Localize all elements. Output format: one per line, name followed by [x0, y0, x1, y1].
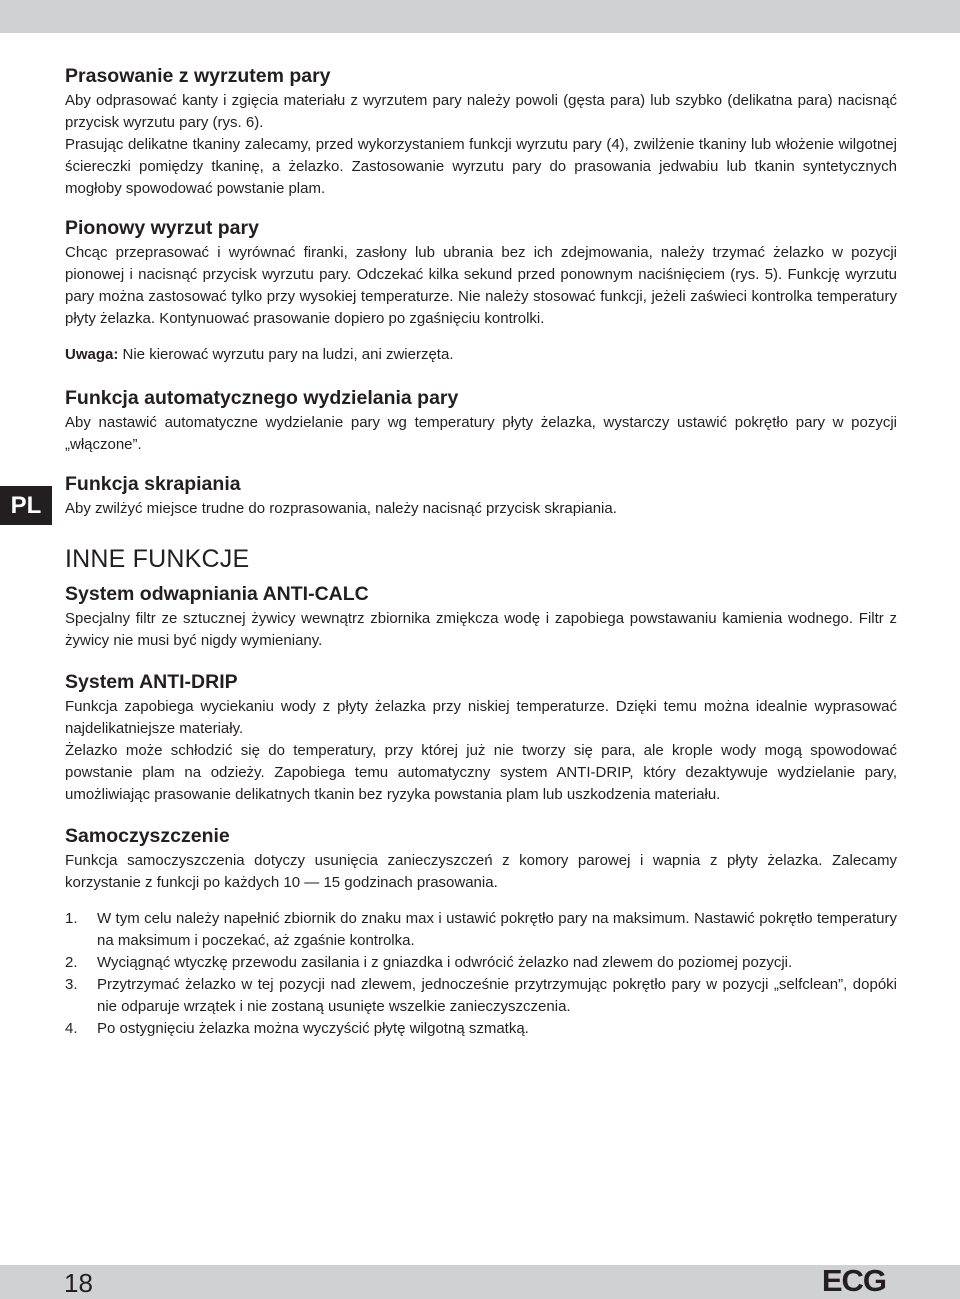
section-spray: [65, 472, 897, 520]
list-item-number: 3.: [65, 976, 78, 993]
list-item-number: 4.: [65, 1020, 78, 1037]
list-item-text: Przytrzymać żelazko w tej pozycji nad zlewem, jednocześnie przytrzymując pokrętło pary w pozycji „selfclean”, dopóki nie odparuje wrzątek i nie zostaną usunięte wszelkie zanieczyszczenia.: [97, 976, 897, 1015]
paragraph: Prasując delikatne tkaniny zalecamy, przed wykorzystaniem funkcji wyrzutu pary (4), zwilżenie tkaniny lub włożenie wilgotnej ściereczki pomiędzy tkaninę, a żelazko. Zastosowanie wyrzutu pary do prasowania jedwabiu lub tkanin syntetycznych mogłoby spowodować powstanie plam.: [65, 136, 897, 197]
list-item-text: Po ostygnięciu żelazka można wyczyścić płytę wilgotną szmatką.: [97, 1020, 529, 1037]
paragraph: Funkcja zapobiega wyciekaniu wody z płyty żelazka przy niskiej temperaturze. Dzięki temu można idealnie wyprasować najdelikatniejsze materiały.: [65, 698, 897, 737]
section-anti-calc: [65, 582, 897, 652]
paragraph: Aby zwilżyć miejsce trudne do rozprasowania, należy nacisnąć przycisk skrapiania.: [65, 500, 617, 517]
footer-bar: [0, 1265, 960, 1299]
language-tab: [0, 486, 52, 525]
section-title: Funkcja skrapiania: [65, 473, 241, 495]
steps-list: [65, 908, 897, 1040]
header-bar: [0, 0, 960, 33]
section-auto-steam: [65, 386, 897, 456]
paragraph: Aby odprasować kanty i zgięcia materiału z wyrzutem pary należy powoli (gęsta para) lub szybko (delikatna para) nacisnąć przycisk wyrzutu pary (rys. 6).: [65, 92, 897, 131]
warning-text: Nie kierować wyrzutu pary na ludzi, ani zwierzęta.: [122, 346, 454, 363]
list-item-text: Wyciągnąć wtyczkę przewodu zasilania i z gniazdka i odwrócić żelazko nad zlewem do poziomej pozycji.: [97, 954, 793, 971]
section-anti-drip: [65, 670, 897, 806]
paragraph: Żelazko może schłodzić się do temperatury, przy której już nie tworzy się para, ale krople wody mogą spowodować powstanie plam na odzieży. Zapobiega temu automatyczny system ANTI-DRIP, który dezaktywuje wydzielanie pary, umożliwiając prasowanie delikatnych tkanin bez ryzyka powstania plam lub uszkodzenia materiału.: [65, 742, 897, 803]
list-item: [65, 908, 897, 952]
list-item-text: W tym celu należy napełnić zbiornik do znaku max i ustawić pokrętło pary na maksimum. Nastawić pokrętło temperatury na maksimum i poczekać, aż zgaśnie kontrolka.: [97, 910, 897, 949]
paragraph: Chcąc przeprasować i wyrównać firanki, zasłony lub ubrania bez ich zdejmowania, należy trzymać żelazko w pozycji pionowej i nacisnąć przycisk wyrzutu pary. Odczekać kilka sekund przed ponownym naciśnięciem (rys. 5). Funkcję wyrzutu pary można zastosować tylko przy wysokiej temperaturze. Nie należy stosować funkcji, jeżeli zaświeci kontrolka temperatury płyty żelazka. Kontynuować prasowanie dopiero po zgaśnięciu kontrolki.: [65, 244, 897, 327]
list-item-number: 2.: [65, 954, 78, 971]
list-item: [65, 974, 897, 1018]
section-title: System odwapniania ANTI-CALC: [65, 583, 369, 605]
section-title: Prasowanie z wyrzutem pary: [65, 65, 331, 87]
section-self-clean: [65, 824, 897, 1040]
section-title: System ANTI-DRIP: [65, 671, 238, 693]
list-item: [65, 1018, 897, 1040]
section-title: Funkcja automatycznego wydzielania pary: [65, 387, 459, 409]
paragraph: Specjalny filtr ze sztucznej żywicy wewnątrz zbiornika zmiękcza wodę i zapobiega powstawaniu kamienia wodnego. Filtr z żywicy nie musi być nigdy wymieniany.: [65, 610, 897, 649]
section-title: Pionowy wyrzut pary: [65, 217, 259, 239]
paragraph: Aby nastawić automatyczne wydzielanie pary wg temperatury płyty żelazka, wystarczy ustawić pokrętło pary w pozycji „włączone”.: [65, 414, 897, 453]
list-item: [65, 952, 897, 974]
page-number: 18: [64, 1268, 93, 1298]
warning-label: Uwaga:: [65, 346, 119, 363]
section-vertical-steam: [65, 216, 897, 366]
list-item-number: 1.: [65, 910, 78, 927]
main-heading: INNE FUNKCJE: [65, 545, 250, 573]
language-label: PL: [10, 492, 42, 519]
brand-logo: ECG: [821, 1263, 886, 1298]
page-content: [65, 64, 897, 1056]
paragraph: Funkcja samoczyszczenia dotyczy usunięcia zanieczyszczeń z komory parowej i wapnia z płyty żelazka. Zalecamy korzystanie z funkcji po każdych 10 — 15 godzinach prasowania.: [65, 852, 897, 891]
warning-note: [65, 344, 897, 366]
section-steam-burst: [65, 64, 897, 200]
section-title: Samoczyszczenie: [65, 825, 230, 847]
